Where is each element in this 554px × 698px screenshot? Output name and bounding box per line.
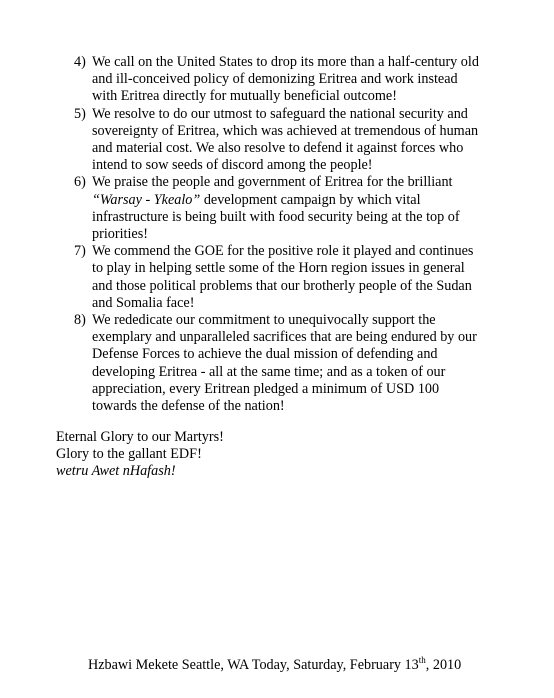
resolution-number: 4)	[74, 54, 86, 70]
resolution-item-4	[56, 54, 486, 106]
resolution-text-before: We praise the people and government of Eritrea for the brilliant	[92, 174, 453, 191]
resolution-number: 5)	[74, 105, 86, 122]
resolutions-list	[56, 54, 486, 415]
footer-year: , 2010	[425, 657, 462, 673]
resolution-number: 6)	[74, 174, 86, 191]
closing-line-edf: Glory to the gallant EDF!	[56, 446, 202, 463]
footer-text: Hzbawi Mekete Seattle, WA Today, Saturday, February 13	[88, 657, 419, 673]
resolution-text: We call on the United States to drop its more than a half-century old and ill-conceived policy of demonizing Eritrea and work instead with Eritrea directly for mutually beneficial outcome!	[92, 54, 479, 105]
closing-line-martyrs: Eternal Glory to our Martyrs!	[56, 429, 224, 445]
resolution-text: We commend the GOE for the positive role it played and continues to play in helping settle some of the Horn region issues in general and those political problems that our brotherly people of the Sudan and Somalia face!	[92, 243, 474, 311]
resolution-text: We rededicate our commitment to unequivocally support the exemplary and unparalleled sacrifices that are being endured by our Defense Forces to achieve the dual mission of defending and developing Eritrea - all at the same time; and as a token of our appreciation, every Eritrean pledged a minimum of USD 100 towards the defense of the nation!	[92, 312, 477, 415]
resolution-item-7	[56, 243, 486, 312]
closing-line-motto: wetru Awet nHafash!	[56, 463, 176, 480]
resolution-number: 7)	[74, 243, 86, 260]
resolution-text: We resolve to do our utmost to safeguard the national security and sovereignty of Eritrea, which was achieved at tremendous of human and material cost. We also resolve to defend it against forces who intend to sow seeds of discord among the people!	[92, 105, 479, 174]
resolution-item-8	[56, 312, 486, 415]
footer-signature	[88, 657, 528, 674]
resolution-text-after: development campaign by which vital infrastructure is being built with food security being at the top of priorities!	[92, 191, 460, 243]
resolution-item-6	[56, 174, 486, 243]
resolution-number: 8)	[74, 312, 86, 329]
closing-slogans	[56, 429, 496, 481]
campaign-name: “Warsay - Ykealo”	[92, 191, 201, 208]
resolution-item-5	[56, 106, 486, 175]
date-ordinal-suffix: th	[418, 655, 426, 665]
